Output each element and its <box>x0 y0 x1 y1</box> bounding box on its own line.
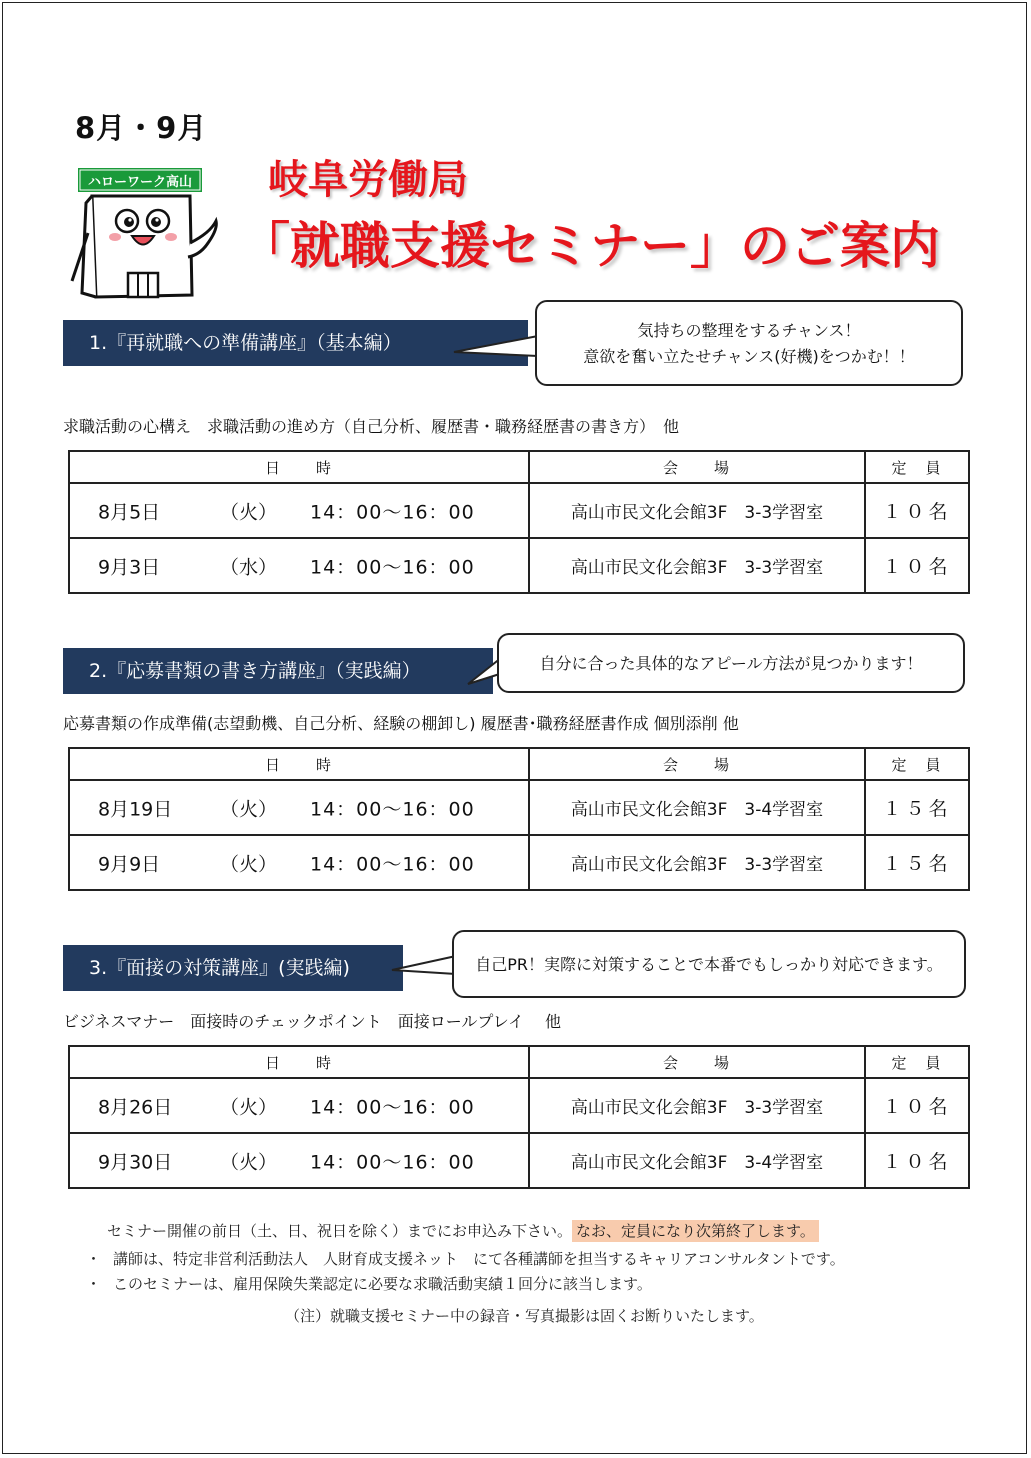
section-3-heading <box>63 945 403 991</box>
bubble-3-line-1: 自己PR！実際に対策することで本番でもしっかり対応できます。 <box>475 955 943 974</box>
table-row <box>69 1133 969 1188</box>
table-row <box>69 1078 969 1133</box>
session-venue: 高山市民文化会館3F 3-3学習室 <box>529 835 865 890</box>
session-venue: 高山市民文化会館3F 3-4学習室 <box>529 780 865 835</box>
header-venue: 会 場 <box>529 1046 865 1078</box>
session-capacity: １０名 <box>865 538 969 593</box>
header-capacity: 定 員 <box>865 451 969 483</box>
session-capacity: １５名 <box>865 835 969 890</box>
header-datetime: 日 時 <box>69 748 529 780</box>
session-date: 8月5日 <box>98 501 161 523</box>
mascot-sign-text: ハローワーク高山 <box>87 175 193 190</box>
unemployment-text: このセミナーは、雇用保険失業認定に必要な求職活動実績１回分に該当します。 <box>113 1275 652 1293</box>
session-venue: 高山市民文化会館3F 3-3学習室 <box>529 1078 865 1133</box>
session-day: （火） <box>220 853 278 875</box>
table-row <box>69 538 969 593</box>
session-time: 14：00～16：00 <box>310 556 475 578</box>
page-title-bureau: 岐阜労働局 <box>268 157 468 203</box>
datetime-cell <box>69 780 529 835</box>
section-1-title: 1.『再就職への準備講座』（基本編） <box>89 332 402 354</box>
table-header-row <box>69 451 969 483</box>
bubble-1-line-1: 気持ちの整理をするチャンス！ <box>637 321 861 340</box>
page-title: 「就職支援セミナー」のご案内 <box>240 217 940 275</box>
caution-note: （注）就職支援セミナー中の録音・写真撮影は固くお断りいたします。 <box>285 1307 764 1325</box>
section-1-schedule-table <box>68 450 970 594</box>
header-capacity: 定 員 <box>865 748 969 780</box>
session-capacity: １５名 <box>865 780 969 835</box>
session-date: 8月26日 <box>98 1096 173 1118</box>
section-3-title: 3.『面接の対策講座』(実践編) <box>89 957 350 979</box>
datetime-cell <box>69 483 529 538</box>
session-date: 9月3日 <box>98 556 161 578</box>
deadline-text: セミナー開催の前日（土、日、祝日を除く）までにお申込み下さい。 <box>107 1222 573 1240</box>
deadline-note <box>107 1220 819 1241</box>
table-header-row <box>69 748 969 780</box>
session-day: （火） <box>220 1151 278 1173</box>
table-row <box>69 780 969 835</box>
header-venue: 会 場 <box>529 451 865 483</box>
section-1-speech-bubble <box>535 300 963 386</box>
section-2-speech-bubble <box>497 633 965 693</box>
section-3-schedule-table <box>68 1045 970 1189</box>
section-2-heading <box>63 648 493 694</box>
session-time: 14：00～16：00 <box>310 853 475 875</box>
bullet-mark: ・ <box>86 1250 102 1268</box>
unemployment-note <box>86 1273 652 1294</box>
session-date: 8月19日 <box>98 798 173 820</box>
table-header-row <box>69 1046 969 1078</box>
bubble-1-line-2: 意欲を奮い立たせチャンス(好機)をつかむ！！ <box>583 347 915 366</box>
session-time: 14：00～16：00 <box>310 501 475 523</box>
bubble-2-line-1: 自分に合った具体的なアピール方法が見つかります！ <box>539 654 923 673</box>
header-capacity: 定 員 <box>865 1046 969 1078</box>
datetime-cell <box>69 835 529 890</box>
session-time: 14：00～16：00 <box>310 1151 475 1173</box>
datetime-cell <box>69 1078 529 1133</box>
session-capacity: １０名 <box>865 1133 969 1188</box>
section-1-description: 求職活動の心構え 求職活動の進め方（自己分析、履歴書・職務経歴書の書き方） 他 <box>63 417 680 436</box>
session-venue: 高山市民文化会館3F 3-3学習室 <box>529 538 865 593</box>
table-row <box>69 835 969 890</box>
instructor-text: 講師は、特定非営利活動法人 人財育成支援ネット にて各種講師を担当するキャリアコンサルタントです。 <box>113 1250 845 1268</box>
month-label: 8月・9月 <box>75 111 208 145</box>
session-venue: 高山市民文化会館3F 3-4学習室 <box>529 1133 865 1188</box>
deadline-highlight: なお、定員になり次第終了します。 <box>572 1220 819 1242</box>
session-date: 9月30日 <box>98 1151 173 1173</box>
session-time: 14：00～16：00 <box>310 798 475 820</box>
session-capacity: １０名 <box>865 483 969 538</box>
section-2-description: 応募書類の作成準備(志望動機、自己分析、経験の棚卸し) 履歴書･職務経歴書作成 個別添削 他 <box>63 714 739 733</box>
session-time: 14：00～16：00 <box>310 1096 475 1118</box>
hellowork-mascot-icon <box>70 163 220 303</box>
header-datetime: 日 時 <box>69 451 529 483</box>
header-datetime: 日 時 <box>69 1046 529 1078</box>
datetime-cell <box>69 538 529 593</box>
section-2-schedule-table <box>68 747 970 891</box>
instructor-note <box>86 1248 845 1269</box>
session-capacity: １０名 <box>865 1078 969 1133</box>
bullet-mark: ・ <box>86 1275 102 1293</box>
session-day: （火） <box>220 798 278 820</box>
header-venue: 会 場 <box>529 748 865 780</box>
table-row <box>69 483 969 538</box>
session-day: （火） <box>220 501 278 523</box>
datetime-cell <box>69 1133 529 1188</box>
session-day: （水） <box>220 556 278 578</box>
session-venue: 高山市民文化会館3F 3-3学習室 <box>529 483 865 538</box>
section-2-title: 2.『応募書類の書き方講座』（実践編） <box>89 660 421 682</box>
section-3-speech-bubble <box>452 930 966 998</box>
section-3-description: ビジネスマナー 面接時のチェックポイント 面接ロールプレイ 他 <box>63 1012 562 1031</box>
session-day: （火） <box>220 1096 278 1118</box>
session-date: 9月9日 <box>98 853 161 875</box>
